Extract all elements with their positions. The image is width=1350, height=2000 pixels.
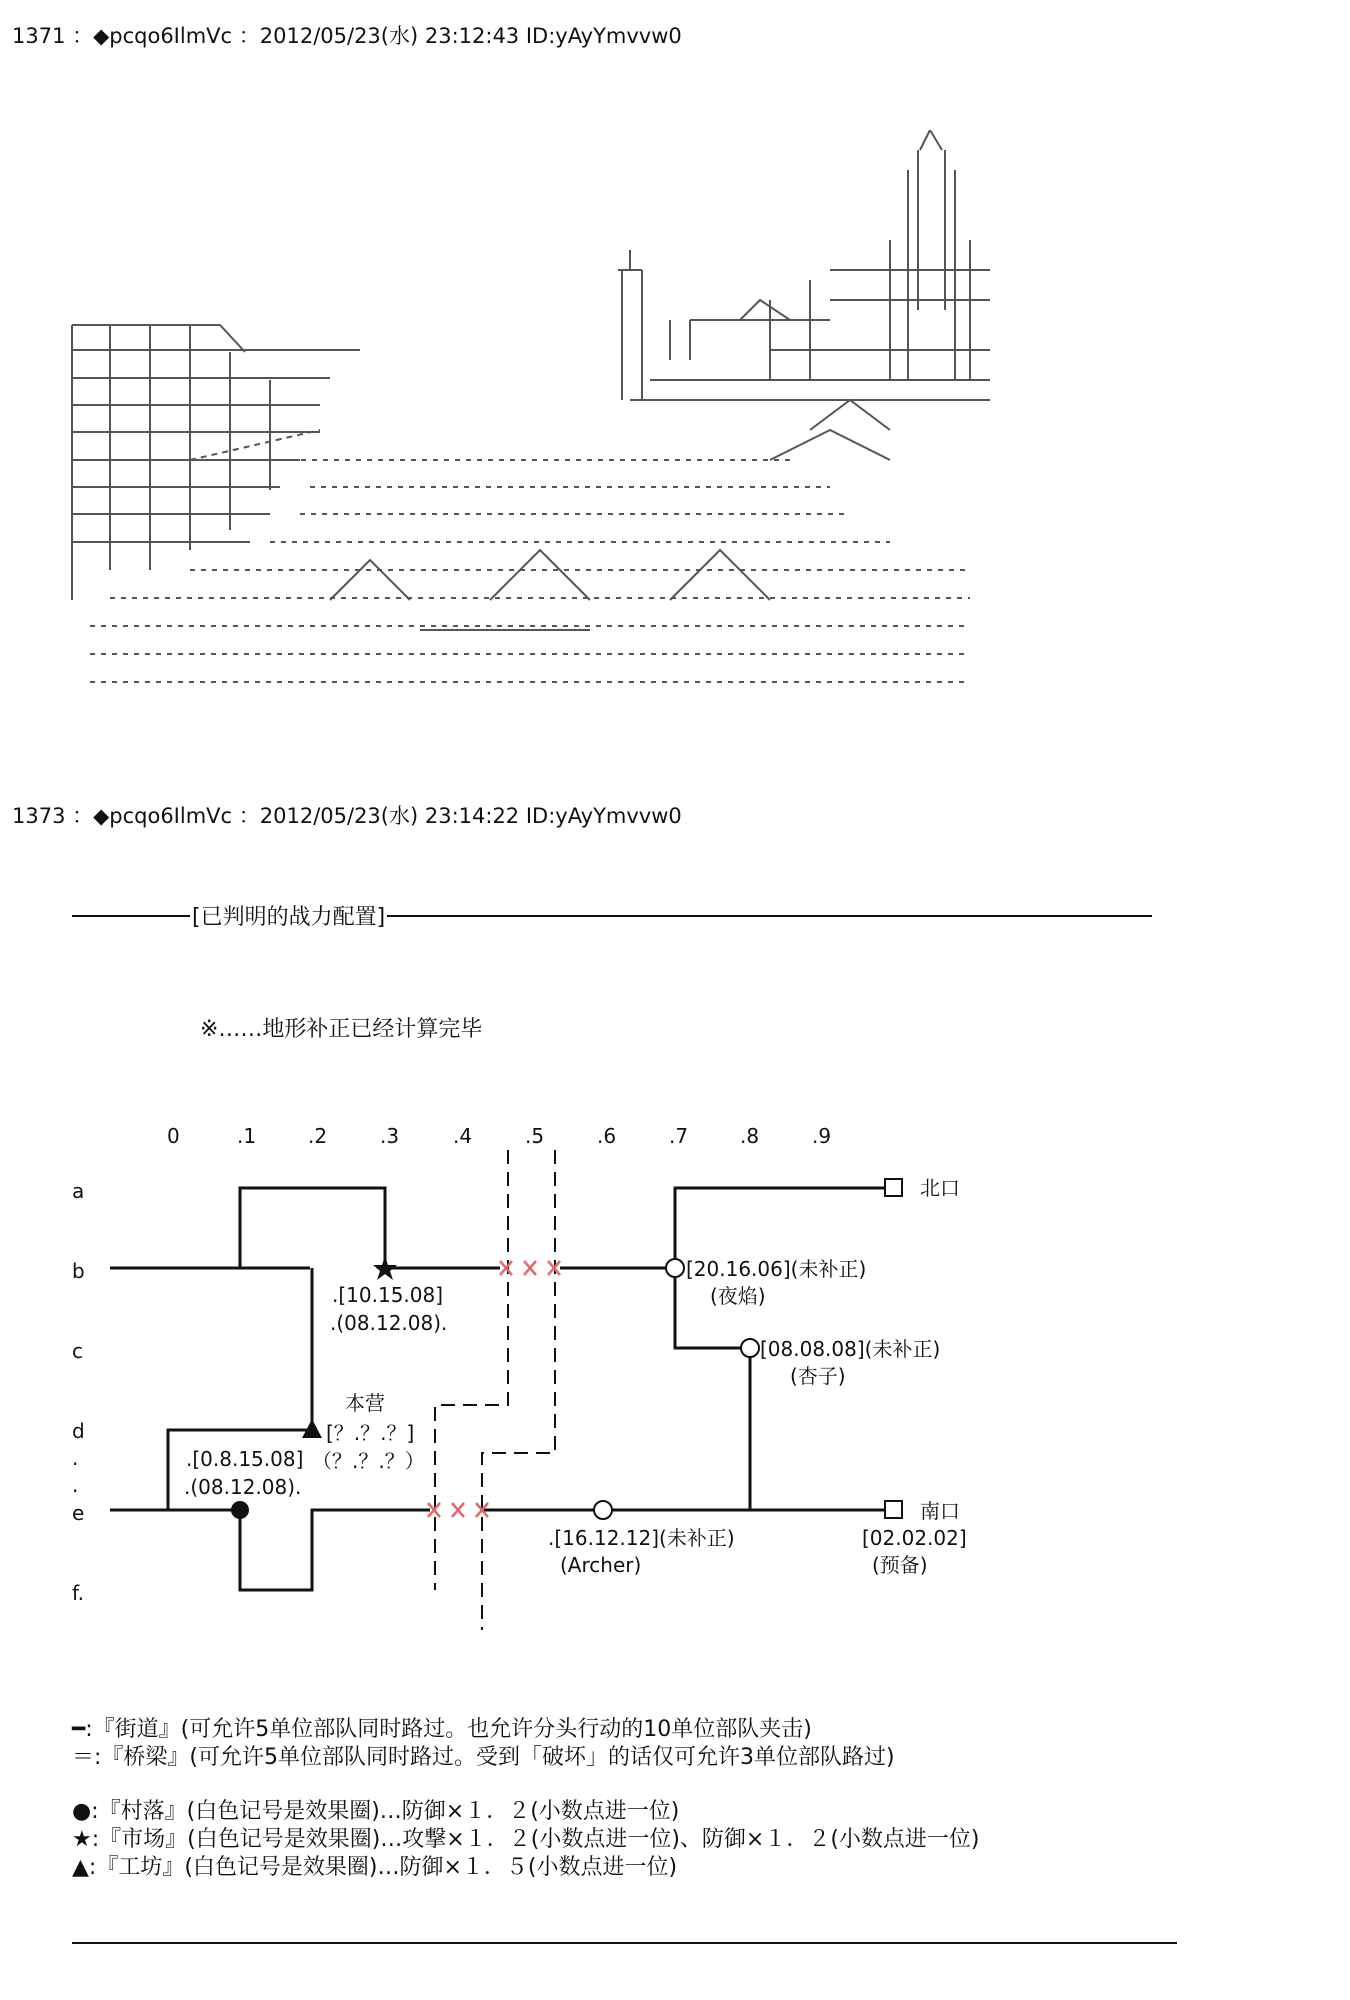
row-label: a: [72, 1179, 85, 1203]
yeyan-name: (夜焰): [710, 1284, 766, 1308]
star-value-2: .(08.12.08).: [330, 1311, 448, 1335]
bridge-cross-b1: [500, 1261, 512, 1275]
star-value: .[10.15.08]: [332, 1283, 444, 1307]
column-label: .3: [380, 1124, 400, 1148]
hq-label: 本营: [345, 1391, 385, 1415]
column-label: .7: [669, 1124, 689, 1148]
yeyan-circle-icon: [666, 1259, 684, 1277]
row-label: d: [72, 1419, 85, 1443]
road-lower-loop: [240, 1510, 430, 1590]
column-label: .8: [740, 1124, 760, 1148]
column-label: .6: [597, 1124, 617, 1148]
legend-workshop: ▲:『工坊』(白色记号是效果圈)…防御×１．５(小数点进一位): [72, 1855, 678, 1880]
bridge-crosses: [428, 1261, 560, 1517]
workshop-value: [？.？.？]: [326, 1421, 415, 1445]
village-circle-icon: [231, 1501, 249, 1519]
archer-circle-icon: [594, 1501, 612, 1519]
force-map: [0, 1100, 1350, 1660]
column-label: .9: [812, 1124, 832, 1148]
kyoko-value: [08.08.08](未补正): [760, 1337, 941, 1361]
river-upper-right: [482, 1150, 555, 1630]
river-upper-left: [435, 1150, 508, 1590]
kyoko-circle-icon: [741, 1339, 759, 1357]
roads: [110, 1188, 890, 1590]
column-label: 0: [167, 1124, 180, 1148]
row-label: b: [72, 1259, 85, 1283]
row-label: .: [72, 1473, 79, 1497]
column-label: .1: [237, 1124, 257, 1148]
aa-right-castle: [630, 130, 990, 400]
legend-market: ★:『市场』(白色记号是效果圈)…攻撃×１．２(小数点进一位)、防御×１．２(小数点进一位): [72, 1827, 980, 1852]
row-label: f.: [72, 1581, 84, 1605]
aa-center-tower: [618, 250, 690, 400]
post-header-1371: 1371 ：◆pcqo6IlmVc ：2012/05/23(水) 23:12:43 ID:yAyYmvvw0: [12, 24, 682, 48]
north-exit-label: 北口: [920, 1176, 960, 1200]
terrain-note: ※……地形补正已经计算完毕: [200, 1017, 483, 1042]
aa-left-building: [72, 325, 360, 600]
post-header-1373: 1373 ：◆pcqo6IlmVc ：2012/05/23(水) 23:14:22 ID:yAyYmvvw0: [12, 804, 682, 828]
legend-bridge: ＝:『桥梁』(可允许5单位部队同时路过。受到「破坏」的话仅可允许3单位部队路过): [72, 1745, 895, 1770]
village-value: .[0.8.15.08]: [186, 1447, 304, 1471]
river-banks: [435, 1150, 555, 1630]
map-labels: [184, 1176, 967, 1577]
column-label: .5: [525, 1124, 545, 1148]
village-value-2: .(08.12.08).: [184, 1475, 302, 1499]
column-label: .2: [308, 1124, 328, 1148]
ascii-art-castle-scene: [70, 130, 990, 700]
aa-village: [90, 460, 970, 682]
row-label: .: [72, 1446, 79, 1470]
south-exit-square-icon: [885, 1501, 902, 1518]
road-upper-loop: [240, 1188, 385, 1268]
market-star-icon: [373, 1256, 397, 1280]
yeyan-value: [20.16.06](未补正): [686, 1257, 867, 1281]
south-exit-label: 南口: [920, 1499, 960, 1523]
road-north: [675, 1188, 890, 1268]
legend-road: ━:『街道』(可允许5单位部队同时路过。也允许分头行动的10单位部队夹击): [72, 1717, 812, 1742]
column-label: .4: [453, 1124, 473, 1148]
row-labels: [72, 1179, 85, 1605]
legend-village: ●:『村落』(白色记号是效果圈)…防御×１．２(小数点进一位): [72, 1799, 680, 1824]
south-name: (预备): [872, 1553, 928, 1577]
row-label: c: [72, 1339, 83, 1363]
row-label: e: [72, 1501, 85, 1525]
bottom-rule: [72, 1942, 1177, 1944]
bridge-cross-b2: [524, 1261, 536, 1275]
column-labels: [167, 1124, 831, 1148]
north-exit-square-icon: [885, 1179, 902, 1196]
kyoko-name: (杏子): [790, 1364, 846, 1388]
section-title: [已判明的战力配置]: [190, 900, 387, 931]
bridge-cross-e2: [452, 1503, 464, 1517]
south-value: [02.02.02]: [862, 1526, 967, 1550]
archer-name: (Archer): [560, 1553, 642, 1577]
workshop-value-2: （？.？.？）: [312, 1449, 425, 1473]
archer-value: .[16.12.12](未补正): [548, 1526, 735, 1550]
